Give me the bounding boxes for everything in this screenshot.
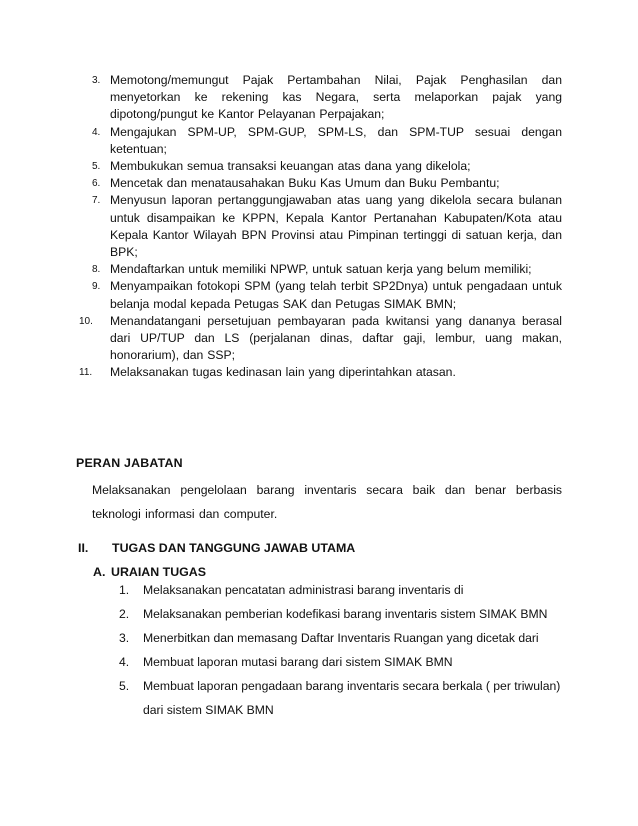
list-item (0, 364, 638, 381)
list-item-text: Mendaftarkan untuk memiliki NPWP, untuk satuan kerja yang belum memiliki; (110, 262, 532, 277)
list-item-number: 5. (92, 161, 101, 173)
section-title: TUGAS DAN TANGGUNG JAWAB UTAMA (112, 541, 356, 555)
list-item-number: 1. (119, 583, 130, 597)
list-item-number: 6. (92, 178, 101, 190)
list-item (0, 72, 638, 124)
list-item (0, 650, 638, 674)
list-item-number: 7. (92, 195, 101, 207)
list-item (0, 313, 638, 365)
list-item-text: Menyusun laporan pertanggungjawaban atas uang yang dikelola secara bulanan untuk disampaikan ke KPPN, Kepala Kantor Pertanahan Kabupaten/Kota atau Kepala Kantor Wilayah BPN Provinsi atau Pimpinan tertinggi di satuan kerja, dan BPK; (110, 193, 562, 260)
list-item-number: 5. (119, 679, 130, 693)
list-item (0, 602, 638, 626)
list-item-number: 2. (119, 607, 130, 621)
subsection-heading (93, 565, 206, 579)
list-item-text: Menerbitkan dan memasang Daftar Inventaris Ruangan yang dicetak dari (143, 631, 539, 645)
list-item-text: Membukukan semua transaksi keuangan atas dana yang dikelola; (110, 159, 471, 174)
list-item-number: 3. (119, 631, 130, 645)
section-heading (78, 541, 355, 555)
list-item (0, 578, 638, 602)
list-item-text: Mencetak dan menatausahakan Buku Kas Umum dan Buku Pembantu; (110, 176, 500, 191)
list-item-text: Membuat laporan mutasi barang dari sistem SIMAK BMN (143, 655, 453, 669)
section-heading: PERAN JABATAN (76, 456, 183, 470)
list-item (0, 175, 638, 192)
list-item-text: Melaksanakan tugas kedinasan lain yang diperintahkan atasan. (110, 365, 456, 380)
list-item-text: Melaksanakan pemberian kodefikasi barang inventaris sistem SIMAK BMN (143, 607, 548, 621)
list-item-number: 10. (79, 315, 93, 327)
list-item-number: 9. (92, 281, 101, 293)
subsection-letter: A. (93, 565, 106, 579)
list-item-text: Membuat laporan pengadaan barang inventaris secara berkala ( per triwulan) dari sistem SIMAK BMN (143, 679, 561, 717)
list-item (0, 626, 638, 650)
list-item-text: Melaksanakan pencatatan administrasi barang inventaris di (143, 583, 464, 597)
list-item-number: 3. (92, 75, 101, 86)
list-item (0, 261, 638, 278)
list-item-number: 4. (119, 655, 130, 669)
list-item-text: Mengajukan SPM-UP, SPM-GUP, SPM-LS, dan SPM-TUP sesuai dengan ketentuan; (110, 124, 562, 156)
list-item (0, 192, 638, 261)
list-item-number: 11. (79, 367, 93, 379)
list-item-text: Menyampaikan fotokopi SPM (yang telah terbit SP2Dnya) untuk pengadaan untuk belanja modal kepada Petugas SAK dan Petugas SIMAK BMN; (110, 279, 562, 311)
list-item (0, 158, 638, 175)
list-item-number: 4. (92, 126, 101, 138)
task-list (0, 578, 638, 722)
list-item-text: Memotong/memungut Pajak Pertambahan Nilai, Pajak Penghasilan dan menyetorkan ke rekening kas Negara, serta melaporkan pajak yang dipotong/pungut ke Kantor Pelayanan Perpajakan; (110, 73, 562, 122)
section-paragraph: Melaksanakan pengelolaan barang inventaris secara baik dan benar berbasis teknologi informasi dan computer. (92, 483, 562, 521)
list-item (0, 674, 638, 722)
section-numeral: II. (78, 541, 89, 555)
list-item (0, 278, 638, 312)
list-item (0, 124, 638, 158)
list-item-text: Menandatangani persetujuan pembayaran pada kwitansi yang dananya berasal dari UP/TUP dan LS (perjalanan dinas, daftar gaji, lembur, uang makan, honorarium), dan SSP; (110, 313, 562, 363)
subsection-title: URAIAN TUGAS (111, 565, 206, 579)
duty-list (0, 72, 638, 382)
list-item-number: 8. (92, 264, 101, 276)
